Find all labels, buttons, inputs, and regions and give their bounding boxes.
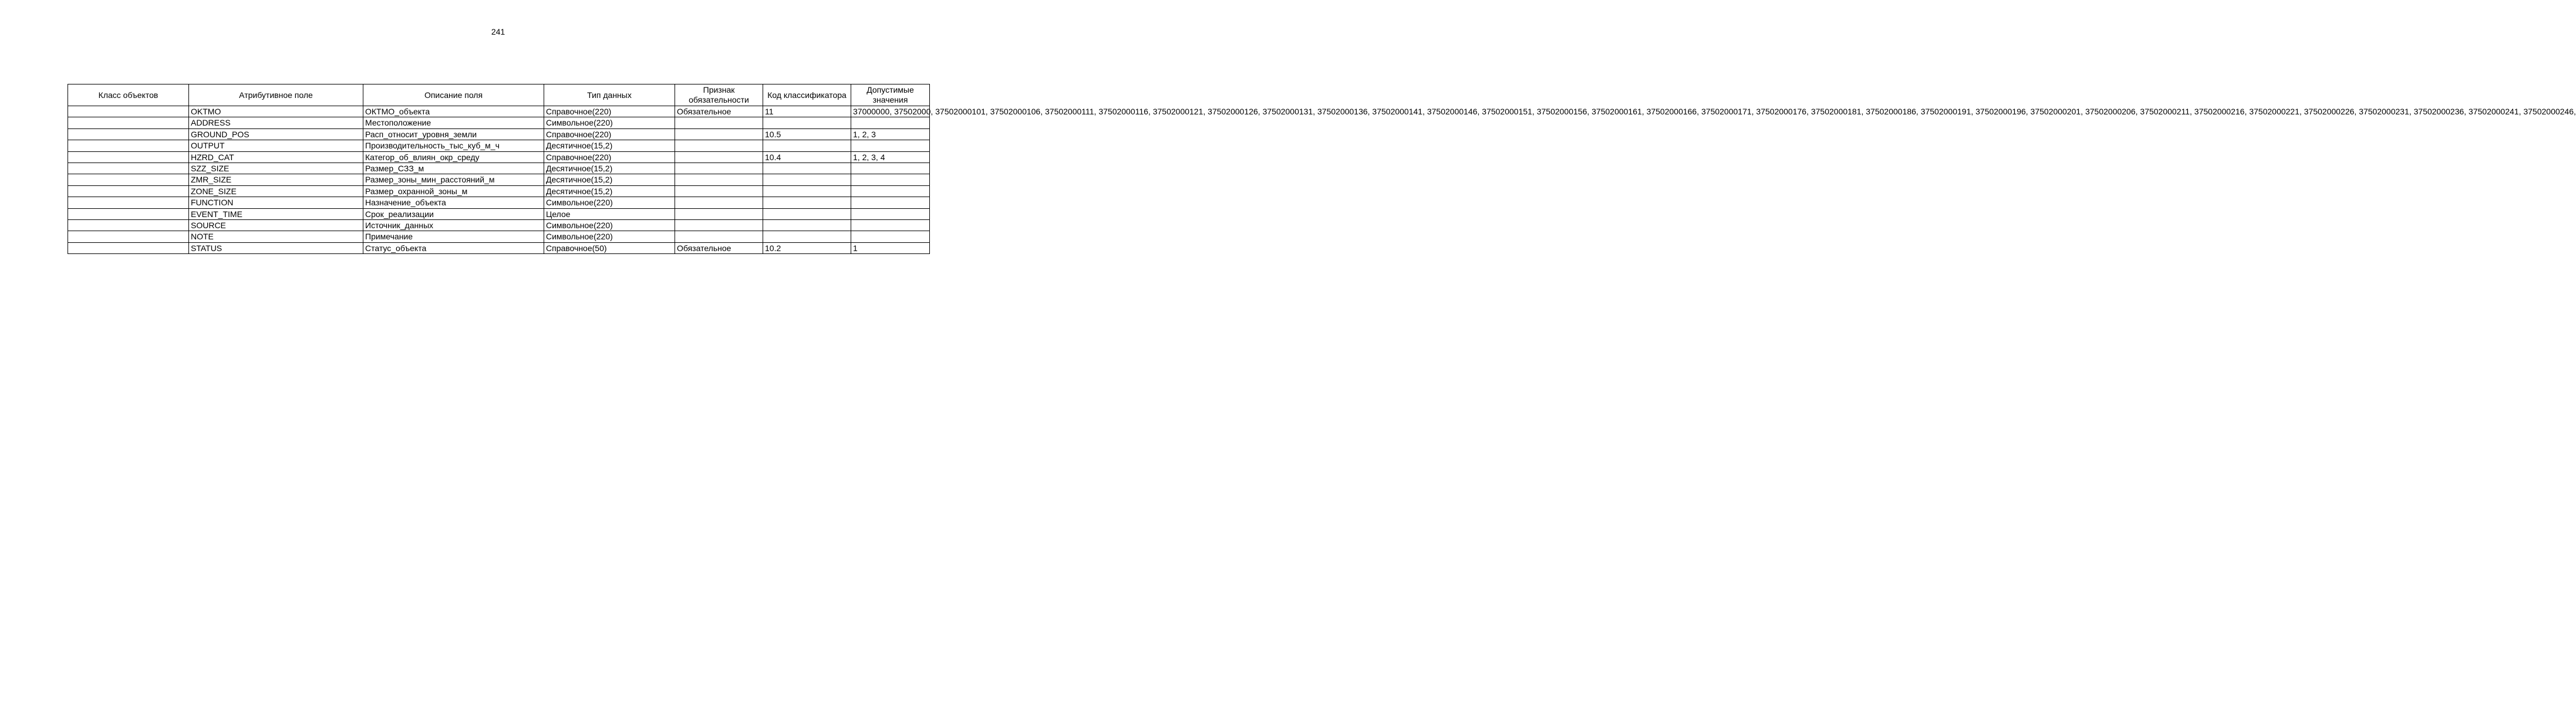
allowed-values-cell [851, 197, 930, 208]
classifier-code-cell: 10.5 [763, 128, 851, 140]
header-allowed-values: Допустимые значения [851, 84, 930, 106]
classifier-code-cell: 10.2 [763, 242, 851, 253]
field-description-cell: Категор_об_влиян_окр_среду [363, 151, 544, 163]
classifier-code-cell [763, 174, 851, 185]
header-data-type: Тип данных [544, 84, 675, 106]
attribute-field-cell: SZZ_SIZE [189, 163, 363, 174]
table-body [68, 106, 2576, 254]
attribute-field-cell: HZRD_CAT [189, 151, 363, 163]
attribute-field-cell: FUNCTION [189, 197, 363, 208]
header-classifier-code: Код классификатора [763, 84, 851, 106]
classifier-code-cell: 11 [763, 106, 851, 117]
attribute-field-cell: OKTMO [189, 106, 363, 117]
allowed-values-cell: 1, 2, 3, 4 [851, 151, 930, 163]
attribute-table [68, 84, 2576, 254]
attribute-field-cell: SOURCE [189, 220, 363, 231]
header-required-flag: Признак обязательности [675, 84, 763, 106]
table-row [68, 163, 930, 174]
attribute-field-cell: ZONE_SIZE [189, 185, 363, 197]
object-class-cell [68, 242, 189, 253]
attribute-field-cell: EVENT_TIME [189, 208, 363, 219]
data-type-cell: Справочное(220) [544, 151, 675, 163]
required-flag-cell [675, 174, 763, 185]
field-description-cell: ОКТМО_объекта [363, 106, 544, 117]
data-type-cell: Символьное(220) [544, 197, 675, 208]
classifier-code-cell [763, 197, 851, 208]
object-class-cell [68, 106, 189, 117]
data-type-cell: Десятичное(15,2) [544, 163, 675, 174]
allowed-values-cell [851, 117, 930, 128]
header-object-class: Класс объектов [68, 84, 189, 106]
data-type-cell: Целое [544, 208, 675, 219]
classifier-code-cell [763, 231, 851, 242]
field-description-cell: Производительность_тыс_куб_м_ч [363, 140, 544, 151]
attribute-field-cell: GROUND_POS [189, 128, 363, 140]
required-flag-cell: Обязательное [675, 106, 763, 117]
object-class-cell [68, 151, 189, 163]
field-description-cell: Назначение_объекта [363, 197, 544, 208]
table-row [68, 128, 930, 140]
classifier-code-cell [763, 208, 851, 219]
required-flag-cell [675, 231, 763, 242]
field-description-cell: Расп_относит_уровня_земли [363, 128, 544, 140]
required-flag-cell [675, 197, 763, 208]
object-class-cell [68, 117, 189, 128]
data-type-cell: Справочное(50) [544, 242, 675, 253]
data-type-cell: Справочное(220) [544, 106, 675, 117]
field-description-cell: Размер_СЗЗ_м [363, 163, 544, 174]
allowed-values-cell: 1 [851, 242, 930, 253]
data-type-cell: Десятичное(15,2) [544, 174, 675, 185]
attribute-field-cell: OUTPUT [189, 140, 363, 151]
table-row [68, 197, 930, 208]
data-type-cell: Символьное(220) [544, 231, 675, 242]
data-type-cell: Символьное(220) [544, 117, 675, 128]
header-field-description: Описание поля [363, 84, 544, 106]
object-class-cell [68, 140, 189, 151]
attribute-field-cell: ADDRESS [189, 117, 363, 128]
table-row [68, 220, 930, 231]
object-class-cell [68, 197, 189, 208]
required-flag-cell [675, 163, 763, 174]
classifier-code-cell [763, 163, 851, 174]
object-class-cell [68, 185, 189, 197]
allowed-values-cell [851, 185, 930, 197]
table-row [68, 208, 930, 219]
allowed-values-cell [851, 163, 930, 174]
allowed-values-cell [851, 174, 930, 185]
classifier-code-cell [763, 220, 851, 231]
required-flag-cell [675, 128, 763, 140]
field-description-cell: Срок_реализации [363, 208, 544, 219]
allowed-values-cell [851, 208, 930, 219]
data-type-cell: Десятичное(15,2) [544, 140, 675, 151]
table-row [68, 231, 930, 242]
required-flag-cell: Обязательное [675, 242, 763, 253]
required-flag-cell [675, 220, 763, 231]
object-class-cell [68, 208, 189, 219]
field-description-cell: Местоположение [363, 117, 544, 128]
field-description-cell: Статус_объекта [363, 242, 544, 253]
data-type-cell: Символьное(220) [544, 220, 675, 231]
data-type-cell: Справочное(220) [544, 128, 675, 140]
allowed-values-cell [851, 220, 930, 231]
object-class-cell [68, 163, 189, 174]
attribute-field-cell: NOTE [189, 231, 363, 242]
attribute-field-cell: ZMR_SIZE [189, 174, 363, 185]
field-description-cell: Размер_зоны_мин_расстояний_м [363, 174, 544, 185]
classifier-code-cell [763, 185, 851, 197]
allowed-values-cell [851, 231, 930, 242]
table-row [68, 117, 930, 128]
required-flag-cell [675, 140, 763, 151]
table-row [68, 151, 930, 163]
table-row [68, 174, 930, 185]
page-number: 241 [491, 27, 505, 36]
classifier-code-cell: 10.4 [763, 151, 851, 163]
classifier-code-cell [763, 140, 851, 151]
table-row [68, 185, 930, 197]
object-class-cell [68, 174, 189, 185]
field-description-cell: Источник_данных [363, 220, 544, 231]
header-attribute-field: Атрибутивное поле [189, 84, 363, 106]
object-class-cell [68, 231, 189, 242]
required-flag-cell [675, 185, 763, 197]
object-class-cell [68, 128, 189, 140]
allowed-values-cell: 1, 2, 3 [851, 128, 930, 140]
required-flag-cell [675, 208, 763, 219]
required-flag-cell [675, 151, 763, 163]
required-flag-cell [675, 117, 763, 128]
allowed-values-cell: 37000000, 37502000, 37502000101, 37502000106, 37502000111, 37502000116, 37502000121, 37502000126, 37502000131, 37502000136, 37502000141, 37502000146, 37502000151, 37502000156, 37502000161, 37502000166, 37502000171, 37502000176, 37502000181, 37502000186, 37502000191, 37502000196, 37502000201, 37502000206, 37502000211, 37502000216, 37502000221, 37502000226, 37502000231, 37502000236, 37502000241, 37502000246, [851, 106, 930, 117]
field-description-cell: Примечание [363, 231, 544, 242]
header-row [68, 84, 930, 106]
attribute-field-cell: STATUS [189, 242, 363, 253]
object-class-cell [68, 220, 189, 231]
allowed-values-cell [851, 140, 930, 151]
classifier-code-cell [763, 117, 851, 128]
table-row [68, 242, 930, 253]
field-description-cell: Размер_охранной_зоны_м [363, 185, 544, 197]
data-type-cell: Десятичное(15,2) [544, 185, 675, 197]
table-row [68, 106, 930, 117]
table-row [68, 140, 930, 151]
